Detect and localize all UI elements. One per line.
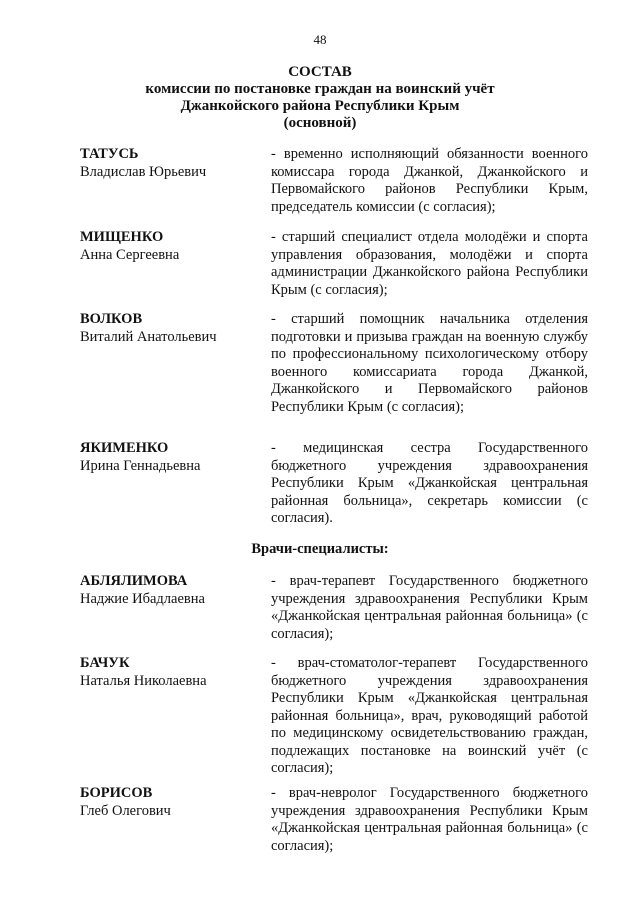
specialist-given-name: Наджие Ибадлаевна: [80, 590, 205, 607]
member-surname: ВОЛКОВ: [80, 311, 143, 327]
specialist-surname: БАЧУК: [80, 655, 130, 671]
member-given-name: Ирина Геннадьевна: [80, 457, 201, 474]
title-subtitle-line: (основной): [283, 115, 357, 131]
member-name: [80, 146, 260, 181]
member-role: - временно исполняющий обязанности военного комиссара города Джанкой, Джанкойского и Первомайского районов Республики Крым, председатель комиссии (с согласия);: [271, 146, 588, 215]
member-surname: ТАТУСЬ: [80, 146, 139, 162]
member-given-name: Владислав Юрьевич: [80, 163, 207, 180]
title-subtitle-line: Джанкойского района Республики Крым: [180, 98, 460, 114]
title-heading: СОСТАВ: [288, 64, 352, 80]
specialist-name: [80, 573, 260, 608]
page-number: 48: [313, 32, 327, 47]
specialist-role: - врач-невролог Государственного бюджетного учреждения здравоохранения Республики Крым «Джанкойская центральная районная больница» (с согласия);: [271, 785, 588, 854]
title-subtitle-line: комиссии по постановке граждан на воинский учёт: [145, 81, 495, 97]
specialist-role: - врач-терапевт Государственного бюджетного учреждения здравоохранения Республики Крым «Джанкойская центральная районная больница» (с согласия);: [271, 573, 588, 642]
specialist-name: [80, 655, 260, 690]
member-surname: МИЩЕНКО: [80, 229, 164, 245]
member-role: - старший помощник начальника отделения подготовки и призыва граждан на военную службу по профессиональному психологическому отбору военного комиссариата города Джанкой, Джанкойского и Первомайского районов Республики Крым (с согласия);: [271, 311, 588, 415]
member-surname: ЯКИМЕНКО: [80, 440, 169, 456]
member-name: [80, 440, 260, 475]
specialist-surname: БОРИСОВ: [80, 785, 153, 801]
member-given-name: Виталий Анатольевич: [80, 328, 217, 345]
section-heading: Врачи-специалисты:: [251, 541, 389, 557]
member-role: - старший специалист отдела молодёжи и спорта управления образования, молодёжи и спорта администрации Джанкойского района Республики Крым (с согласия);: [271, 229, 588, 298]
member-role: - медицинская сестра Государственного бюджетного учреждения здравоохранения Республики Крым «Джанкойская центральная районная больница», секретарь комиссии (с согласия).: [271, 440, 588, 526]
specialist-given-name: Глеб Олегович: [80, 802, 171, 819]
specialist-role: - врач-стоматолог-терапевт Государственного бюджетного учреждения здравоохранения Республики Крым «Джанкойская центральная районная больница», врач, руководящий работой по медицинскому освидетельствованию граждан, подлежащих постановке на воинский учёт (с согласия);: [271, 655, 588, 776]
specialist-name: [80, 785, 260, 820]
specialist-given-name: Наталья Николаевна: [80, 672, 207, 689]
document-title: [0, 64, 640, 132]
member-name: [80, 311, 260, 346]
member-given-name: Анна Сергеевна: [80, 246, 180, 263]
specialist-surname: АБЛЯЛИМОВА: [80, 573, 188, 589]
member-name: [80, 229, 260, 264]
